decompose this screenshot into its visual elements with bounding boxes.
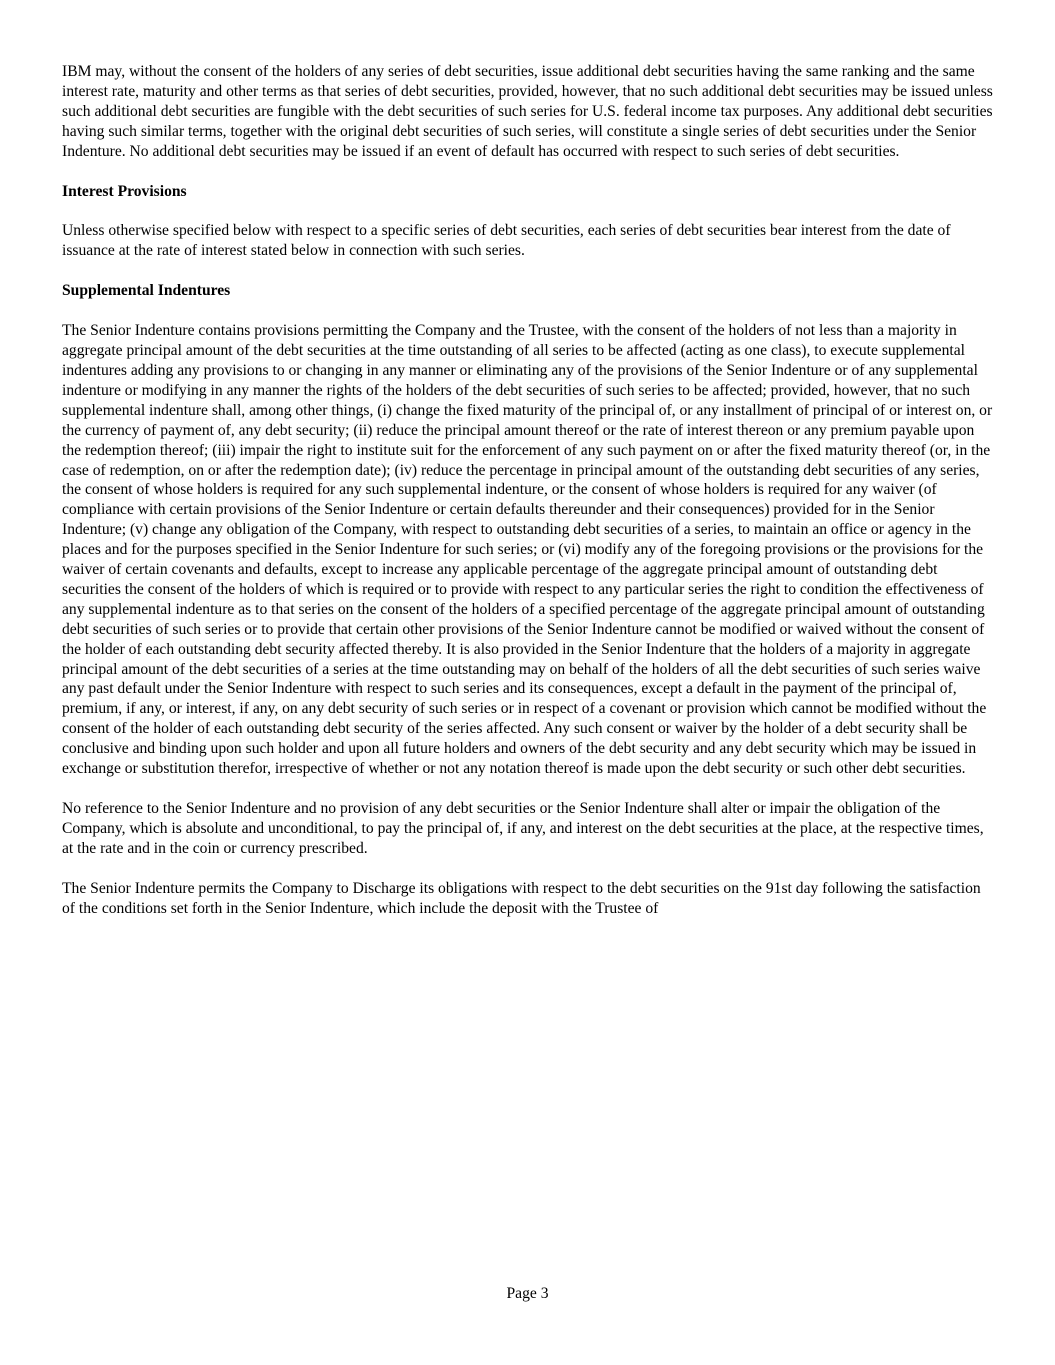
heading-supplemental-indentures: Supplemental Indentures (62, 282, 231, 300)
heading-interest-provisions: Interest Provisions (62, 182, 187, 200)
document-body (62, 62, 997, 939)
paragraph-discharge: The Senior Indenture permits the Company to Discharge its obligations with respect to the debt securities on the 91st day following the satisfaction of the conditions set forth in the Senior Indenture, which include the deposit with the Trustee of (62, 879, 981, 917)
paragraph-additional-securities: IBM may, without the consent of the holders of any series of debt securities, issue additional debt securities having the same ranking and the same interest rate, maturity and other terms as that series of debt securities, provided, however, that no such additional debt securities may be issued unless such additional debt securities are fungible with the debt securities of such series for U.S. federal income tax purposes. Any additional debt securities having such similar terms, together with the original debt securities of such series, will constitute a single series of debt securities under the Senior Indenture. No additional debt securities may be issued if an event of default has occurred with respect to such series of debt securities. (62, 63, 993, 160)
page-number: Page 3 (506, 1285, 549, 1302)
paragraph-interest-provisions: Unless otherwise specified below with respect to a specific series of debt securities, each series of debt securities bear interest from the date of issuance at the rate of interest stated below in connection with such series. (62, 222, 951, 260)
paragraph-no-reference: No reference to the Senior Indenture and no provision of any debt securities or the Senior Indenture shall alter or impair the obligation of the Company, which is absolute and unconditional, to pay the principal of, if any, and interest on the debt securities at the place, at the respective times, at the rate and in the coin or currency prescribed. (62, 800, 984, 857)
paragraph-supplemental-indentures: The Senior Indenture contains provisions permitting the Company and the Trustee, with the consent of the holders of not less than a majority in aggregate principal amount of the debt securities at the time outstanding of all series to be affected (acting as one class), to execute supplemental indentures adding any provisions to or changing in any manner or eliminating any of the provisions of the Senior Indenture or of any supplemental indenture or modifying in any manner the rights of the holders of the debt securities of such series to be affected; provided, however, that no such supplemental indenture shall, among other things, (i) change the fixed maturity of the principal of, or any installment of principal of or interest on, or the currency of payment of, any debt security; (ii) reduce the principal amount thereof or the rate of interest thereon or any premium payable upon the redemption thereof; (iii) impair the right to institute suit for the enforcement of any such payment on or after the fixed maturity thereof (or, in the case of redemption, on or after the redemption date); (iv) reduce the percentage in principal amount of the outstanding debt securities of any series, the consent of whose holders is required for any such supplemental indenture, or the consent of whose holders is required for any waiver (of compliance with certain provisions of the Senior Indenture or certain defaults thereunder and their consequences) provided for in the Senior Indenture; (v) change any obligation of the Company, with respect to outstanding debt securities of a series, to maintain an office or agency in the places and for the purposes specified in the Senior Indenture for such series; or (vi) modify any of the foregoing provisions or the provisions for the waiver of certain covenants and defaults, except to increase any applicable percentage of the aggregate principal amount of outstanding debt securities the consent of the holders of which is required or to provide with respect to any particular series the right to condition the effectiveness of any supplemental indenture as to that series on the consent of the holders of a specified percentage of the aggregate principal amount of outstanding debt securities of such series or to provide that certain other provisions of the Senior Indenture cannot be modified or waived without the consent of the holder of each outstanding debt security affected thereby. It is also provided in the Senior Indenture that the holders of a majority in aggregate principal amount of the debt securities of a series at the time outstanding may on behalf of the holders of all the debt securities of such series waive any past default under the Senior Indenture with respect to such series and its consequences, except a default in the payment of the principal of, premium, if any, or interest, if any, on any debt security of such series or in respect of a covenant or provision which cannot be modified without the consent of the holder of each outstanding debt security of the series affected. Any such consent or waiver by the holder of a debt security shall be conclusive and binding upon such holder and upon all future holders and owners of the debt security and any debt security which may be issued in exchange or substitution therefor, irrespective of whether or not any notation thereof is made upon the debt security or such other debt securities. (62, 322, 993, 778)
